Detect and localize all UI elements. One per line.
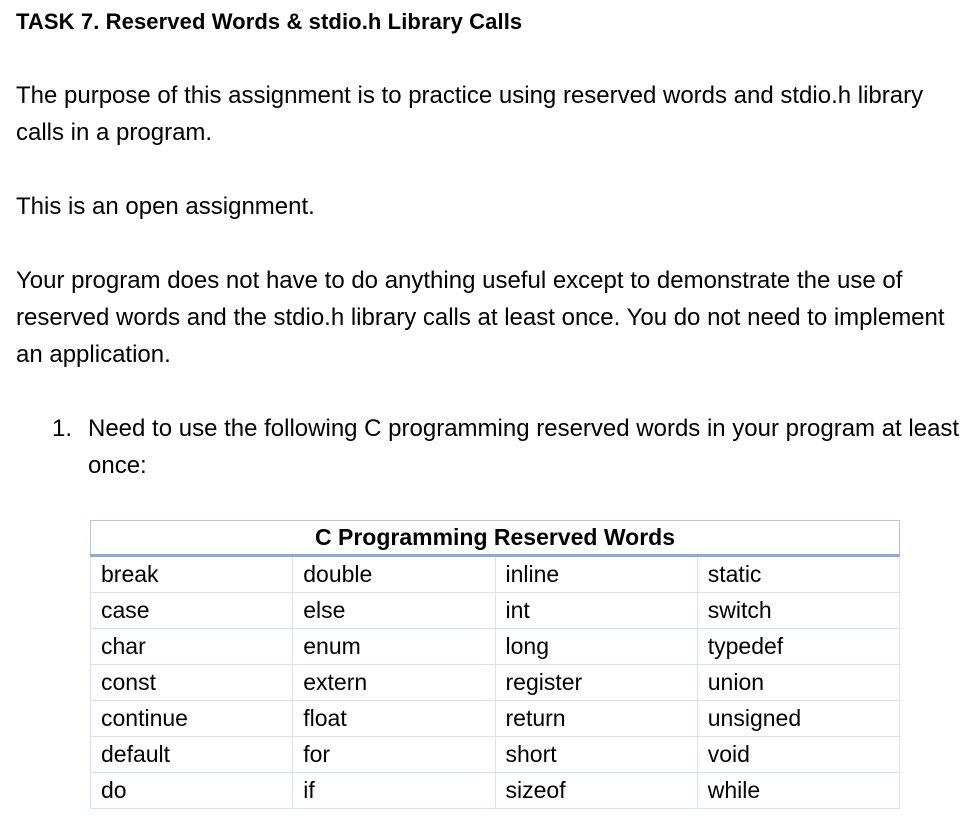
table-cell: void — [697, 737, 899, 773]
table-cell: union — [697, 665, 899, 701]
table-cell: switch — [697, 593, 899, 629]
table-cell: long — [495, 629, 697, 665]
table-row — [91, 773, 900, 809]
table-cell: case — [91, 593, 293, 629]
table-cell: while — [697, 773, 899, 809]
table-cell: default — [91, 737, 293, 773]
table-cell: extern — [293, 665, 495, 701]
table-cell: float — [293, 701, 495, 737]
table-cell: for — [293, 737, 495, 773]
list-item-number: 1. — [52, 415, 73, 442]
table-cell: unsigned — [697, 701, 899, 737]
table-cell: else — [293, 593, 495, 629]
table-row — [91, 629, 900, 665]
table-cell: continue — [91, 701, 293, 737]
table-cell: const — [91, 665, 293, 701]
table-cell: sizeof — [495, 773, 697, 809]
table-cell: short — [495, 737, 697, 773]
table-row — [91, 737, 900, 773]
table-cell: static — [697, 556, 899, 593]
table-cell: break — [91, 556, 293, 593]
table-cell: char — [91, 629, 293, 665]
open-assignment-paragraph: This is an open assignment. — [16, 193, 315, 220]
table-row — [91, 556, 900, 593]
requirements-paragraph: Your program does not have to do anything useful except to demonstrate the use of reserved words and the stdio.h library calls at least once. You do not need to implement an application. — [16, 267, 945, 368]
table-cell: double — [293, 556, 495, 593]
list-item-text: Need to use the following C programming reserved words in your program at least once: — [88, 415, 960, 479]
table-row — [91, 665, 900, 701]
task-title: TASK 7. Reserved Words & stdio.h Library Calls — [16, 9, 523, 34]
table-row — [91, 593, 900, 629]
reserved-words-table — [90, 520, 900, 809]
table-cell: if — [293, 773, 495, 809]
table-header-row — [91, 521, 900, 556]
table-row — [91, 701, 900, 737]
table-cell: typedef — [697, 629, 899, 665]
table-cell: inline — [495, 556, 697, 593]
table-header: C Programming Reserved Words — [91, 521, 900, 556]
purpose-paragraph: The purpose of this assignment is to practice using reserved words and stdio.h library calls in a program. — [16, 82, 924, 146]
table-cell: register — [495, 665, 697, 701]
table-cell: enum — [293, 629, 495, 665]
table-cell: return — [495, 701, 697, 737]
table-cell: int — [495, 593, 697, 629]
table-cell: do — [91, 773, 293, 809]
